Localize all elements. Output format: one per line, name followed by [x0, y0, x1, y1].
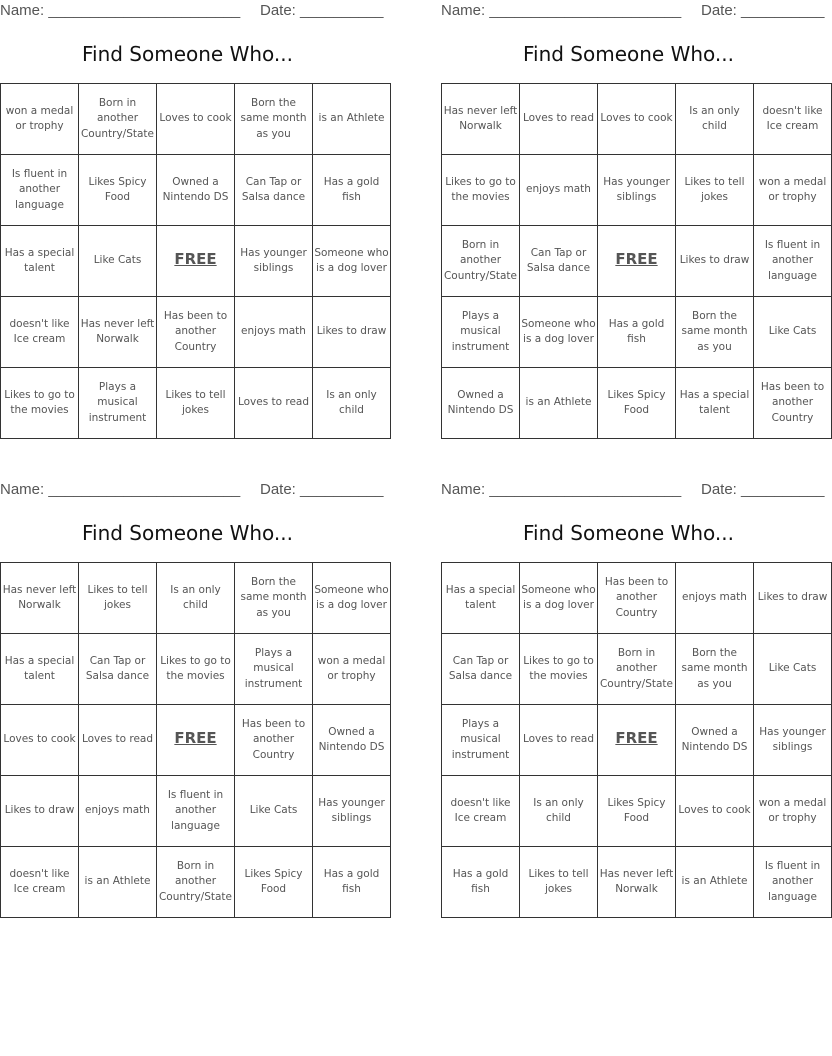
bingo-cell	[313, 776, 391, 847]
bingo-cell	[598, 155, 676, 226]
bingo-cell	[1, 368, 79, 439]
bingo-cell-text: Loves to read	[522, 112, 595, 125]
bingo-cell	[676, 84, 754, 155]
bingo-cell	[676, 226, 754, 297]
bingo-cell	[598, 84, 676, 155]
bingo-cell	[754, 368, 832, 439]
bingo-cell-text: Has a special talent	[4, 654, 75, 682]
bingo-cell-text: Someone who is a dog lover	[521, 583, 596, 611]
bingo-cell-text: Has a gold fish	[323, 867, 380, 895]
bingo-cell	[442, 155, 520, 226]
bingo-row	[442, 847, 832, 918]
bingo-cell	[157, 84, 235, 155]
bingo-cell	[157, 776, 235, 847]
bingo-row	[442, 705, 832, 776]
bingo-cell	[520, 297, 598, 368]
bingo-row	[1, 634, 391, 705]
bingo-row	[442, 84, 832, 155]
card-title: Find Someone Who...	[522, 521, 735, 545]
bingo-cell	[157, 563, 235, 634]
bingo-cell	[313, 368, 391, 439]
bingo-cell-text: Someone who is a dog lover	[521, 317, 596, 345]
bingo-cell-text: Owned a Nintendo DS	[318, 725, 385, 753]
bingo-cell-text: Likes to draw	[4, 804, 75, 817]
bingo-cell	[520, 368, 598, 439]
bingo-cell	[235, 155, 313, 226]
bingo-cell-text: Has younger siblings	[240, 246, 307, 274]
name-field-line: Name: _______________________	[0, 481, 241, 498]
bingo-cell-text: Born in another Country/State	[80, 96, 155, 140]
bingo-cell-text: Has never left Norwalk	[80, 317, 155, 345]
bingo-cell	[442, 847, 520, 918]
bingo-cell-text: Has younger siblings	[603, 175, 670, 203]
card-title: Find Someone Who...	[81, 42, 294, 66]
bingo-cell	[79, 368, 157, 439]
bingo-cell	[1, 847, 79, 918]
bingo-cell	[598, 776, 676, 847]
bingo-cell	[235, 634, 313, 705]
bingo-cell	[235, 847, 313, 918]
bingo-cell-text: Loves to cook	[159, 112, 232, 125]
bingo-cell	[598, 847, 676, 918]
bingo-cell-text: Has a special talent	[4, 246, 75, 274]
bingo-row	[1, 297, 391, 368]
bingo-cell-text: Loves to cook	[600, 112, 673, 125]
bingo-cell-text: Plays a musical instrument	[88, 380, 147, 424]
bingo-cell	[520, 705, 598, 776]
name-date-line	[441, 479, 825, 501]
bingo-cell-text: is an Athlete	[681, 875, 748, 888]
bingo-cell-text: won a medal or trophy	[758, 796, 827, 824]
bingo-cell	[313, 226, 391, 297]
bingo-cell-text: Likes to go to the movies	[523, 654, 594, 682]
bingo-cell	[754, 634, 832, 705]
bingo-row	[1, 776, 391, 847]
bingo-cell-text: Can Tap or Salsa dance	[526, 246, 591, 274]
bingo-cell	[157, 847, 235, 918]
bingo-cell-text: Is an only child	[689, 104, 740, 132]
bingo-cell	[1, 776, 79, 847]
bingo-cell-text: is an Athlete	[318, 112, 385, 125]
bingo-cell-text: Likes Spicy Food	[244, 867, 303, 895]
bingo-cell-text: Has been to another Country	[760, 380, 825, 424]
free-space-cell	[157, 226, 235, 297]
bingo-row	[1, 563, 391, 634]
bingo-cell	[676, 847, 754, 918]
bingo-cell	[754, 563, 832, 634]
bingo-cell	[520, 847, 598, 918]
bingo-cell	[235, 705, 313, 776]
bingo-cell-text: doesn't like Ice cream	[9, 317, 70, 345]
bingo-cell-text: Is fluent in another language	[764, 859, 821, 903]
bingo-cell	[313, 155, 391, 226]
bingo-cell-text: FREE	[174, 729, 217, 748]
bingo-cell	[442, 368, 520, 439]
bingo-cell	[313, 563, 391, 634]
bingo-row	[1, 155, 391, 226]
bingo-cell	[754, 155, 832, 226]
bingo-cell-text: Likes Spicy Food	[607, 388, 666, 416]
bingo-grid	[0, 562, 391, 918]
bingo-cell	[313, 84, 391, 155]
bingo-cell-text: Likes to go to the movies	[4, 388, 75, 416]
bingo-cell-text: Is fluent in another language	[764, 238, 821, 282]
bingo-cell-text: won a medal or trophy	[317, 654, 386, 682]
bingo-cell-text: Likes to tell jokes	[684, 175, 745, 203]
bingo-cell	[754, 847, 832, 918]
bingo-cell-text: doesn't like Ice cream	[450, 796, 511, 824]
bingo-cell	[520, 776, 598, 847]
bingo-cell	[676, 634, 754, 705]
bingo-cell	[157, 634, 235, 705]
bingo-cell	[442, 776, 520, 847]
name-date-line	[0, 479, 384, 501]
bingo-cell	[676, 705, 754, 776]
bingo-cell-text: Has never left Norwalk	[2, 583, 77, 611]
bingo-cell-text: Has been to another Country	[163, 309, 228, 353]
bingo-cell-text: Likes to go to the movies	[445, 175, 516, 203]
bingo-cell-text: is an Athlete	[84, 875, 151, 888]
bingo-cell	[442, 634, 520, 705]
bingo-cell	[442, 226, 520, 297]
bingo-cell	[676, 563, 754, 634]
bingo-cell-text: Likes Spicy Food	[607, 796, 666, 824]
bingo-cell-text: enjoys math	[241, 325, 306, 338]
bingo-cell	[157, 155, 235, 226]
bingo-cell-text: Is an only child	[533, 796, 584, 824]
bingo-cell-text: Has a gold fish	[608, 317, 665, 345]
name-field-line: Name: _______________________	[0, 2, 241, 19]
bingo-cell	[1, 155, 79, 226]
date-field-line: Date: __________	[701, 2, 825, 19]
bingo-cell	[79, 226, 157, 297]
bingo-cell-text: Likes to draw	[316, 325, 387, 338]
bingo-cell	[235, 563, 313, 634]
bingo-grid	[0, 83, 391, 439]
bingo-cell-text: Is an only child	[326, 388, 377, 416]
bingo-cell	[598, 634, 676, 705]
bingo-cell-text: Owned a Nintendo DS	[162, 175, 229, 203]
bingo-cell	[676, 368, 754, 439]
bingo-cell-text: Owned a Nintendo DS	[447, 388, 514, 416]
bingo-cell	[79, 634, 157, 705]
bingo-cell-text: Can Tap or Salsa dance	[448, 654, 513, 682]
bingo-cell-text: Has never left Norwalk	[443, 104, 518, 132]
bingo-cell-text: Born the same month as you	[240, 96, 307, 140]
date-field-line: Date: __________	[260, 481, 384, 498]
bingo-cell	[598, 368, 676, 439]
bingo-cell-text: Someone who is a dog lover	[314, 583, 389, 611]
bingo-cell-text: is an Athlete	[525, 396, 592, 409]
bingo-cell	[754, 297, 832, 368]
bingo-cell	[442, 84, 520, 155]
bingo-cell	[79, 705, 157, 776]
bingo-cell-text: enjoys math	[682, 591, 747, 604]
bingo-cell-text: FREE	[174, 250, 217, 269]
bingo-cell-text: Like Cats	[768, 325, 817, 338]
bingo-cell	[79, 776, 157, 847]
bingo-cell-text: enjoys math	[85, 804, 150, 817]
bingo-cell-text: Likes to tell jokes	[165, 388, 226, 416]
bingo-cell	[235, 84, 313, 155]
bingo-cell-text: Born in another Country/State	[443, 238, 518, 282]
bingo-cell	[235, 297, 313, 368]
bingo-cell	[754, 705, 832, 776]
bingo-cell-text: Has a special talent	[679, 388, 750, 416]
bingo-cell-text: Born the same month as you	[681, 309, 748, 353]
free-space-cell	[157, 705, 235, 776]
bingo-cell-text: Like Cats	[93, 254, 142, 267]
bingo-cell	[313, 297, 391, 368]
bingo-cell-text: Likes to draw	[679, 254, 750, 267]
bingo-cell	[157, 368, 235, 439]
bingo-cell-text: Has a special talent	[445, 583, 516, 611]
bingo-row	[442, 634, 832, 705]
bingo-cell-text: Born in another Country/State	[599, 646, 674, 690]
bingo-cell	[313, 705, 391, 776]
bingo-cell	[79, 563, 157, 634]
bingo-cell-text: Has never left Norwalk	[599, 867, 674, 895]
name-date-line	[0, 0, 384, 22]
bingo-row	[1, 847, 391, 918]
bingo-cell-text: doesn't like Ice cream	[9, 867, 70, 895]
bingo-cell	[754, 226, 832, 297]
bingo-cell	[520, 155, 598, 226]
bingo-cell	[520, 563, 598, 634]
bingo-cell-text: Likes Spicy Food	[88, 175, 147, 203]
bingo-cell-text: Plays a musical instrument	[244, 646, 303, 690]
bingo-grid	[441, 562, 832, 918]
free-space-cell	[598, 226, 676, 297]
bingo-row	[442, 563, 832, 634]
bingo-cell-text: Loves to read	[81, 733, 154, 746]
bingo-cell	[520, 226, 598, 297]
card-title: Find Someone Who...	[522, 42, 735, 66]
bingo-cell	[598, 563, 676, 634]
bingo-cell	[1, 226, 79, 297]
name-field-line: Name: _______________________	[441, 481, 682, 498]
bingo-cell-text: Born the same month as you	[681, 646, 748, 690]
name-date-line	[441, 0, 825, 22]
bingo-row	[1, 226, 391, 297]
bingo-cell-text: Born in another Country/State	[158, 859, 233, 903]
bingo-cell	[676, 297, 754, 368]
bingo-cell	[79, 297, 157, 368]
name-field-line: Name: _______________________	[441, 2, 682, 19]
bingo-cell-text: Loves to read	[522, 733, 595, 746]
bingo-cell-text: Born the same month as you	[240, 575, 307, 619]
bingo-cell-text: Is an only child	[170, 583, 221, 611]
bingo-cell-text: enjoys math	[526, 183, 591, 196]
bingo-cell	[235, 368, 313, 439]
bingo-row	[1, 84, 391, 155]
bingo-cell-text: doesn't like Ice cream	[762, 104, 823, 132]
bingo-cell-text: Loves to cook	[3, 733, 76, 746]
bingo-cell-text: Like Cats	[249, 804, 298, 817]
bingo-cell-text: FREE	[615, 250, 658, 269]
bingo-cell-text: Has been to another Country	[604, 575, 669, 619]
bingo-cell-text: Can Tap or Salsa dance	[241, 175, 306, 203]
bingo-cell	[1, 563, 79, 634]
bingo-row	[442, 368, 832, 439]
bingo-cell	[676, 155, 754, 226]
bingo-row	[1, 368, 391, 439]
bingo-cell	[754, 776, 832, 847]
bingo-cell	[520, 84, 598, 155]
bingo-row	[442, 226, 832, 297]
bingo-cell-text: Loves to cook	[678, 804, 751, 817]
bingo-row	[442, 776, 832, 847]
bingo-row	[442, 155, 832, 226]
bingo-cell	[598, 297, 676, 368]
bingo-cell	[442, 563, 520, 634]
bingo-cell-text: Has younger siblings	[759, 725, 826, 753]
bingo-row	[1, 705, 391, 776]
bingo-cell	[442, 297, 520, 368]
bingo-cell-text: Has younger siblings	[318, 796, 385, 824]
bingo-cell-text: FREE	[615, 729, 658, 748]
bingo-cell	[313, 634, 391, 705]
date-field-line: Date: __________	[260, 2, 384, 19]
bingo-cell	[754, 84, 832, 155]
bingo-cell	[157, 297, 235, 368]
bingo-cell-text: Likes to draw	[757, 591, 828, 604]
bingo-cell	[1, 705, 79, 776]
bingo-cell-text: Like Cats	[768, 662, 817, 675]
bingo-cell-text: Is fluent in another language	[167, 788, 224, 832]
date-field-line: Date: __________	[701, 481, 825, 498]
bingo-row	[442, 297, 832, 368]
bingo-cell	[79, 155, 157, 226]
bingo-cell-text: Has a gold fish	[452, 867, 509, 895]
bingo-cell	[1, 634, 79, 705]
bingo-cell-text: Has a gold fish	[323, 175, 380, 203]
bingo-grid	[441, 83, 832, 439]
card-title: Find Someone Who...	[81, 521, 294, 545]
bingo-cell-text: Plays a musical instrument	[451, 717, 510, 761]
bingo-cell	[79, 847, 157, 918]
bingo-cell-text: won a medal or trophy	[5, 104, 74, 132]
bingo-cell-text: Plays a musical instrument	[451, 309, 510, 353]
bingo-cell	[79, 84, 157, 155]
bingo-cell-text: won a medal or trophy	[758, 175, 827, 203]
bingo-cell-text: Owned a Nintendo DS	[681, 725, 748, 753]
bingo-cell	[520, 634, 598, 705]
bingo-cell-text: Loves to read	[237, 396, 310, 409]
bingo-cell	[313, 847, 391, 918]
bingo-cell	[235, 226, 313, 297]
bingo-cell	[442, 705, 520, 776]
bingo-cell	[1, 84, 79, 155]
free-space-cell	[598, 705, 676, 776]
bingo-cell-text: Can Tap or Salsa dance	[85, 654, 150, 682]
bingo-cell-text: Someone who is a dog lover	[314, 246, 389, 274]
bingo-cell	[676, 776, 754, 847]
bingo-cell-text: Likes to go to the movies	[160, 654, 231, 682]
bingo-cell-text: Likes to tell jokes	[528, 867, 589, 895]
bingo-cell	[235, 776, 313, 847]
bingo-cell-text: Has been to another Country	[241, 717, 306, 761]
bingo-cell-text: Is fluent in another language	[11, 167, 68, 211]
bingo-cell-text: Likes to tell jokes	[87, 583, 148, 611]
bingo-cell	[1, 297, 79, 368]
